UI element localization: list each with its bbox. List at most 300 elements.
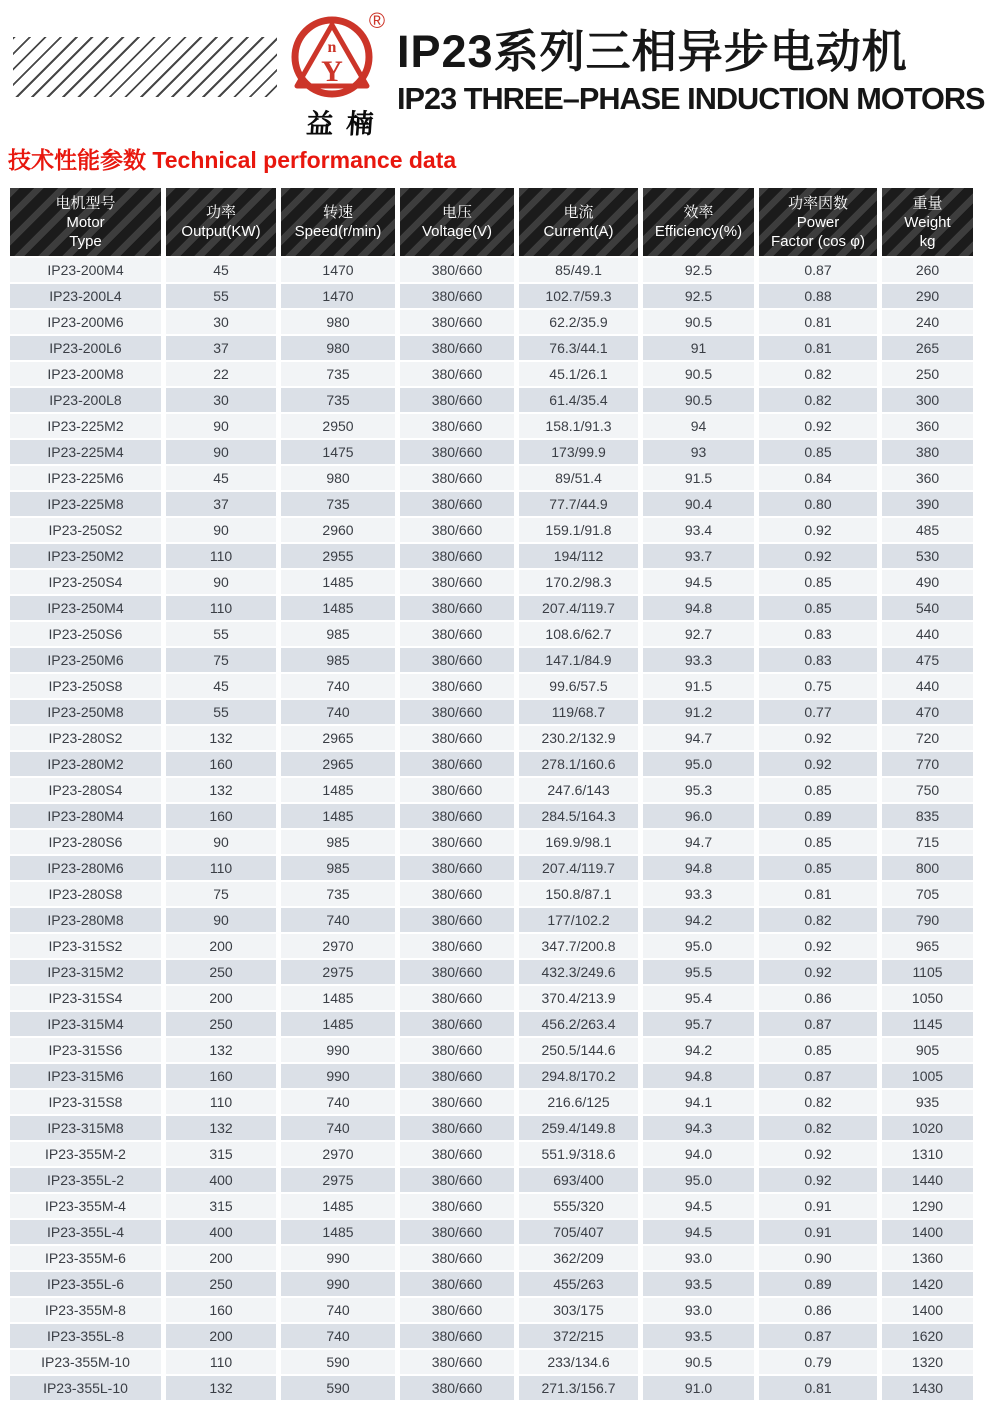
cell-output-kw: 30 [166, 388, 276, 412]
cell-efficiency: 94.7 [643, 830, 754, 854]
cell-speed: 735 [281, 492, 395, 516]
section-heading: 技术性能参数 Technical performance data [8, 147, 457, 173]
cell-efficiency: 94.7 [643, 726, 754, 750]
table-row [10, 674, 973, 698]
cell-efficiency: 94 [643, 414, 754, 438]
cell-weight: 790 [882, 908, 973, 932]
cell-motor-type: IP23-250S8 [10, 674, 161, 698]
cell-current: 158.1/91.3 [519, 414, 638, 438]
table-row [10, 336, 973, 360]
cell-efficiency: 90.5 [643, 388, 754, 412]
cell-output-kw: 90 [166, 440, 276, 464]
cell-weight: 360 [882, 414, 973, 438]
cell-voltage: 380/660 [400, 1116, 514, 1140]
cell-weight: 380 [882, 440, 973, 464]
cell-efficiency: 91 [643, 336, 754, 360]
table-row [10, 414, 973, 438]
cell-speed: 740 [281, 1298, 395, 1322]
cell-speed: 2955 [281, 544, 395, 568]
cell-output-kw: 90 [166, 414, 276, 438]
cell-voltage: 380/660 [400, 960, 514, 984]
cell-power-factor: 0.85 [759, 596, 877, 620]
cell-speed: 740 [281, 1090, 395, 1114]
cell-speed: 1485 [281, 986, 395, 1010]
cell-output-kw: 110 [166, 1090, 276, 1114]
cell-speed: 980 [281, 466, 395, 490]
cell-efficiency: 93.0 [643, 1246, 754, 1270]
cell-current: 119/68.7 [519, 700, 638, 724]
cell-output-kw: 132 [166, 1038, 276, 1062]
cell-voltage: 380/660 [400, 492, 514, 516]
cell-weight: 1620 [882, 1324, 973, 1348]
cell-power-factor: 0.89 [759, 1272, 877, 1296]
cell-speed: 980 [281, 310, 395, 334]
cell-efficiency: 95.3 [643, 778, 754, 802]
cell-weight: 800 [882, 856, 973, 880]
cell-speed: 990 [281, 1038, 395, 1062]
cell-voltage: 380/660 [400, 440, 514, 464]
cell-speed: 1475 [281, 440, 395, 464]
cell-current: 177/102.2 [519, 908, 638, 932]
cell-weight: 240 [882, 310, 973, 334]
cell-power-factor: 0.92 [759, 934, 877, 958]
cell-power-factor: 0.92 [759, 544, 877, 568]
table-row [10, 726, 973, 750]
cell-voltage: 380/660 [400, 388, 514, 412]
cell-current: 555/320 [519, 1194, 638, 1218]
table-row [10, 1090, 973, 1114]
cell-power-factor: 0.92 [759, 752, 877, 776]
cell-current: 705/407 [519, 1220, 638, 1244]
cell-voltage: 380/660 [400, 934, 514, 958]
cell-current: 233/134.6 [519, 1350, 638, 1374]
cell-motor-type: IP23-355L-4 [10, 1220, 161, 1244]
cell-current: 194/112 [519, 544, 638, 568]
cell-output-kw: 30 [166, 310, 276, 334]
cell-efficiency: 91.5 [643, 466, 754, 490]
title-block [397, 26, 987, 116]
cell-voltage: 380/660 [400, 778, 514, 802]
cell-efficiency: 95.7 [643, 1012, 754, 1036]
table-row [10, 1012, 973, 1036]
table-row [10, 1168, 973, 1192]
cell-current: 169.9/98.1 [519, 830, 638, 854]
cell-weight: 1400 [882, 1220, 973, 1244]
cell-current: 284.5/164.3 [519, 804, 638, 828]
cell-power-factor: 0.82 [759, 1116, 877, 1140]
cell-efficiency: 95.0 [643, 752, 754, 776]
cell-output-kw: 55 [166, 622, 276, 646]
cell-power-factor: 0.81 [759, 882, 877, 906]
cell-current: 170.2/98.3 [519, 570, 638, 594]
cell-weight: 1400 [882, 1298, 973, 1322]
table-row [10, 544, 973, 568]
cell-voltage: 380/660 [400, 622, 514, 646]
cell-efficiency: 92.7 [643, 622, 754, 646]
cell-speed: 740 [281, 1324, 395, 1348]
cell-weight: 440 [882, 674, 973, 698]
cell-speed: 1485 [281, 778, 395, 802]
cell-voltage: 380/660 [400, 882, 514, 906]
cell-weight: 300 [882, 388, 973, 412]
cell-output-kw: 200 [166, 1324, 276, 1348]
cell-power-factor: 0.80 [759, 492, 877, 516]
column-header-current: 电流 Current(A) [519, 188, 638, 256]
table-row [10, 804, 973, 828]
cell-speed: 740 [281, 908, 395, 932]
cell-output-kw: 250 [166, 960, 276, 984]
table-row [10, 648, 973, 672]
cell-voltage: 380/660 [400, 752, 514, 776]
table-row [10, 1324, 973, 1348]
cell-power-factor: 0.77 [759, 700, 877, 724]
cell-motor-type: IP23-355M-10 [10, 1350, 161, 1374]
cell-efficiency: 93.5 [643, 1324, 754, 1348]
cell-current: 61.4/35.4 [519, 388, 638, 412]
table-row [10, 362, 973, 386]
cell-speed: 1470 [281, 258, 395, 282]
cell-motor-type: IP23-355L-10 [10, 1376, 161, 1400]
cell-efficiency: 93 [643, 440, 754, 464]
cell-weight: 1005 [882, 1064, 973, 1088]
table-row [10, 778, 973, 802]
table-row [10, 700, 973, 724]
cell-current: 207.4/119.7 [519, 856, 638, 880]
cell-voltage: 380/660 [400, 1246, 514, 1270]
table-row [10, 1350, 973, 1374]
cell-power-factor: 0.92 [759, 1168, 877, 1192]
performance-data-table [5, 186, 978, 1402]
cell-current: 102.7/59.3 [519, 284, 638, 308]
cell-speed: 985 [281, 856, 395, 880]
cell-weight: 965 [882, 934, 973, 958]
cell-output-kw: 37 [166, 336, 276, 360]
cell-weight: 1290 [882, 1194, 973, 1218]
table-row [10, 960, 973, 984]
cell-output-kw: 110 [166, 856, 276, 880]
cell-weight: 770 [882, 752, 973, 776]
cell-motor-type: IP23-355L-6 [10, 1272, 161, 1296]
cell-speed: 1485 [281, 570, 395, 594]
cell-output-kw: 90 [166, 830, 276, 854]
cell-motor-type: IP23-280M4 [10, 804, 161, 828]
cell-voltage: 380/660 [400, 700, 514, 724]
cell-efficiency: 90.5 [643, 1350, 754, 1374]
logo-monogram-y: Y [321, 55, 343, 88]
cell-current: 247.6/143 [519, 778, 638, 802]
cell-motor-type: IP23-225M4 [10, 440, 161, 464]
cell-power-factor: 0.82 [759, 908, 877, 932]
cell-efficiency: 93.3 [643, 648, 754, 672]
table-row [10, 1116, 973, 1140]
cell-efficiency: 95.5 [643, 960, 754, 984]
page-title-english: IP23 THREE–PHASE INDUCTION MOTORS [397, 81, 985, 116]
cell-weight: 715 [882, 830, 973, 854]
table-row [10, 310, 973, 334]
cell-speed: 590 [281, 1376, 395, 1400]
cell-motor-type: IP23-355M-8 [10, 1298, 161, 1322]
cell-current: 259.4/149.8 [519, 1116, 638, 1140]
cell-efficiency: 94.1 [643, 1090, 754, 1114]
cell-current: 432.3/249.6 [519, 960, 638, 984]
cell-output-kw: 132 [166, 1376, 276, 1400]
registered-trademark-icon: ® [368, 8, 386, 33]
cell-motor-type: IP23-200M8 [10, 362, 161, 386]
cell-speed: 2975 [281, 1168, 395, 1192]
cell-power-factor: 0.90 [759, 1246, 877, 1270]
cell-output-kw: 200 [166, 1246, 276, 1270]
column-header-weight: 重量 Weight kg [882, 188, 973, 256]
cell-power-factor: 0.85 [759, 830, 877, 854]
cell-voltage: 380/660 [400, 596, 514, 620]
cell-speed: 735 [281, 362, 395, 386]
cell-efficiency: 91.2 [643, 700, 754, 724]
cell-motor-type: IP23-200L6 [10, 336, 161, 360]
cell-efficiency: 92.5 [643, 258, 754, 282]
table-row [10, 284, 973, 308]
page-title-chinese: IP23系列三相异步电动机 [397, 26, 908, 77]
cell-efficiency: 91.0 [643, 1376, 754, 1400]
cell-current: 216.6/125 [519, 1090, 638, 1114]
cell-speed: 735 [281, 882, 395, 906]
cell-speed: 2960 [281, 518, 395, 542]
cell-power-factor: 0.87 [759, 1064, 877, 1088]
cell-power-factor: 0.91 [759, 1220, 877, 1244]
cell-power-factor: 0.81 [759, 1376, 877, 1400]
cell-speed: 1485 [281, 1012, 395, 1036]
cell-voltage: 380/660 [400, 1090, 514, 1114]
cell-efficiency: 90.5 [643, 362, 754, 386]
cell-output-kw: 75 [166, 882, 276, 906]
cell-motor-type: IP23-280S8 [10, 882, 161, 906]
cell-voltage: 380/660 [400, 804, 514, 828]
cell-current: 77.7/44.9 [519, 492, 638, 516]
cell-weight: 265 [882, 336, 973, 360]
cell-weight: 260 [882, 258, 973, 282]
cell-speed: 990 [281, 1064, 395, 1088]
cell-power-factor: 0.81 [759, 336, 877, 360]
cell-motor-type: IP23-250M4 [10, 596, 161, 620]
cell-voltage: 380/660 [400, 830, 514, 854]
cell-power-factor: 0.83 [759, 648, 877, 672]
column-header-voltage: 电压 Voltage(V) [400, 188, 514, 256]
cell-speed: 1485 [281, 596, 395, 620]
cell-efficiency: 90.5 [643, 310, 754, 334]
cell-weight: 360 [882, 466, 973, 490]
cell-weight: 290 [882, 284, 973, 308]
cell-speed: 2970 [281, 934, 395, 958]
cell-speed: 1470 [281, 284, 395, 308]
table-row [10, 1194, 973, 1218]
cell-weight: 390 [882, 492, 973, 516]
cell-motor-type: IP23-225M6 [10, 466, 161, 490]
cell-current: 89/51.4 [519, 466, 638, 490]
cell-output-kw: 160 [166, 804, 276, 828]
cell-voltage: 380/660 [400, 648, 514, 672]
cell-weight: 440 [882, 622, 973, 646]
cell-weight: 470 [882, 700, 973, 724]
cell-efficiency: 94.0 [643, 1142, 754, 1166]
cell-current: 45.1/26.1 [519, 362, 638, 386]
cell-power-factor: 0.92 [759, 1142, 877, 1166]
cell-output-kw: 37 [166, 492, 276, 516]
cell-voltage: 380/660 [400, 726, 514, 750]
cell-power-factor: 0.81 [759, 310, 877, 334]
cell-efficiency: 94.5 [643, 570, 754, 594]
column-header-output-kw: 功率 Output(KW) [166, 188, 276, 256]
cell-voltage: 380/660 [400, 1350, 514, 1374]
cell-output-kw: 315 [166, 1142, 276, 1166]
cell-voltage: 380/660 [400, 336, 514, 360]
cell-motor-type: IP23-200L4 [10, 284, 161, 308]
cell-efficiency: 91.5 [643, 674, 754, 698]
brand-logo [284, 8, 396, 141]
cell-efficiency: 95.0 [643, 1168, 754, 1192]
cell-motor-type: IP23-355L-8 [10, 1324, 161, 1348]
table-row [10, 986, 973, 1010]
cell-motor-type: IP23-315M8 [10, 1116, 161, 1140]
cell-speed: 2970 [281, 1142, 395, 1166]
column-header-motor-type: 电机型号 Motor Type [10, 188, 161, 256]
cell-speed: 740 [281, 674, 395, 698]
cell-efficiency: 94.5 [643, 1194, 754, 1218]
cell-speed: 990 [281, 1246, 395, 1270]
cell-motor-type: IP23-355L-2 [10, 1168, 161, 1192]
cell-current: 207.4/119.7 [519, 596, 638, 620]
brand-logo-mark [284, 8, 396, 104]
cell-output-kw: 45 [166, 466, 276, 490]
cell-weight: 1310 [882, 1142, 973, 1166]
cell-current: 250.5/144.6 [519, 1038, 638, 1062]
cell-efficiency: 95.4 [643, 986, 754, 1010]
cell-output-kw: 90 [166, 908, 276, 932]
cell-weight: 1440 [882, 1168, 973, 1192]
cell-weight: 490 [882, 570, 973, 594]
cell-weight: 935 [882, 1090, 973, 1114]
cell-motor-type: IP23-280M6 [10, 856, 161, 880]
cell-output-kw: 55 [166, 284, 276, 308]
cell-voltage: 380/660 [400, 310, 514, 334]
table-row [10, 882, 973, 906]
cell-current: 372/215 [519, 1324, 638, 1348]
cell-efficiency: 93.4 [643, 518, 754, 542]
cell-motor-type: IP23-280S2 [10, 726, 161, 750]
cell-voltage: 380/660 [400, 986, 514, 1010]
table-row [10, 570, 973, 594]
cell-output-kw: 75 [166, 648, 276, 672]
cell-voltage: 380/660 [400, 258, 514, 282]
table-row [10, 492, 973, 516]
cell-motor-type: IP23-355M-6 [10, 1246, 161, 1270]
cell-speed: 2975 [281, 960, 395, 984]
table-row [10, 622, 973, 646]
cell-current: 85/49.1 [519, 258, 638, 282]
cell-speed: 1485 [281, 1220, 395, 1244]
cell-output-kw: 45 [166, 674, 276, 698]
cell-power-factor: 0.87 [759, 258, 877, 282]
cell-voltage: 380/660 [400, 414, 514, 438]
cell-power-factor: 0.85 [759, 570, 877, 594]
cell-efficiency: 96.0 [643, 804, 754, 828]
cell-voltage: 380/660 [400, 1038, 514, 1062]
cell-power-factor: 0.87 [759, 1324, 877, 1348]
cell-power-factor: 0.79 [759, 1350, 877, 1374]
table-row [10, 1376, 973, 1400]
cell-output-kw: 132 [166, 778, 276, 802]
cell-power-factor: 0.88 [759, 284, 877, 308]
cell-power-factor: 0.89 [759, 804, 877, 828]
cell-output-kw: 200 [166, 934, 276, 958]
cell-weight: 1430 [882, 1376, 973, 1400]
cell-speed: 735 [281, 388, 395, 412]
cell-weight: 1360 [882, 1246, 973, 1270]
cell-current: 347.7/200.8 [519, 934, 638, 958]
cell-motor-type: IP23-315M4 [10, 1012, 161, 1036]
table-row [10, 934, 973, 958]
cell-weight: 1420 [882, 1272, 973, 1296]
cell-current: 173/99.9 [519, 440, 638, 464]
cell-efficiency: 95.0 [643, 934, 754, 958]
cell-weight: 1050 [882, 986, 973, 1010]
cell-weight: 1105 [882, 960, 973, 984]
cell-speed: 2965 [281, 726, 395, 750]
cell-current: 230.2/132.9 [519, 726, 638, 750]
table-row [10, 596, 973, 620]
cell-output-kw: 250 [166, 1012, 276, 1036]
cell-motor-type: IP23-250S6 [10, 622, 161, 646]
cell-weight: 720 [882, 726, 973, 750]
cell-power-factor: 0.84 [759, 466, 877, 490]
cell-current: 150.8/87.1 [519, 882, 638, 906]
cell-output-kw: 132 [166, 1116, 276, 1140]
table-row [10, 1272, 973, 1296]
column-header-efficiency: 效率 Efficiency(%) [643, 188, 754, 256]
cell-output-kw: 250 [166, 1272, 276, 1296]
cell-motor-type: IP23-280S4 [10, 778, 161, 802]
cell-current: 551.9/318.6 [519, 1142, 638, 1166]
cell-efficiency: 93.3 [643, 882, 754, 906]
cell-voltage: 380/660 [400, 1064, 514, 1088]
cell-motor-type: IP23-250M2 [10, 544, 161, 568]
table-row [10, 856, 973, 880]
cell-current: 147.1/84.9 [519, 648, 638, 672]
cell-weight: 1020 [882, 1116, 973, 1140]
cell-current: 370.4/213.9 [519, 986, 638, 1010]
cell-power-factor: 0.85 [759, 1038, 877, 1062]
cell-power-factor: 0.87 [759, 1012, 877, 1036]
cell-motor-type: IP23-250S4 [10, 570, 161, 594]
cell-voltage: 380/660 [400, 908, 514, 932]
cell-output-kw: 90 [166, 518, 276, 542]
cell-output-kw: 400 [166, 1168, 276, 1192]
cell-weight: 1320 [882, 1350, 973, 1374]
cell-motor-type: IP23-315M6 [10, 1064, 161, 1088]
cell-output-kw: 45 [166, 258, 276, 282]
cell-speed: 985 [281, 648, 395, 672]
cell-output-kw: 90 [166, 570, 276, 594]
cell-motor-type: IP23-315S8 [10, 1090, 161, 1114]
cell-output-kw: 110 [166, 596, 276, 620]
cell-voltage: 380/660 [400, 466, 514, 490]
cell-voltage: 380/660 [400, 1194, 514, 1218]
table-row [10, 752, 973, 776]
logo-monogram-n: n [327, 39, 337, 56]
cell-efficiency: 94.2 [643, 1038, 754, 1062]
cell-power-factor: 0.85 [759, 856, 877, 880]
table-row [10, 1298, 973, 1322]
cell-voltage: 380/660 [400, 1272, 514, 1296]
cell-efficiency: 94.8 [643, 856, 754, 880]
